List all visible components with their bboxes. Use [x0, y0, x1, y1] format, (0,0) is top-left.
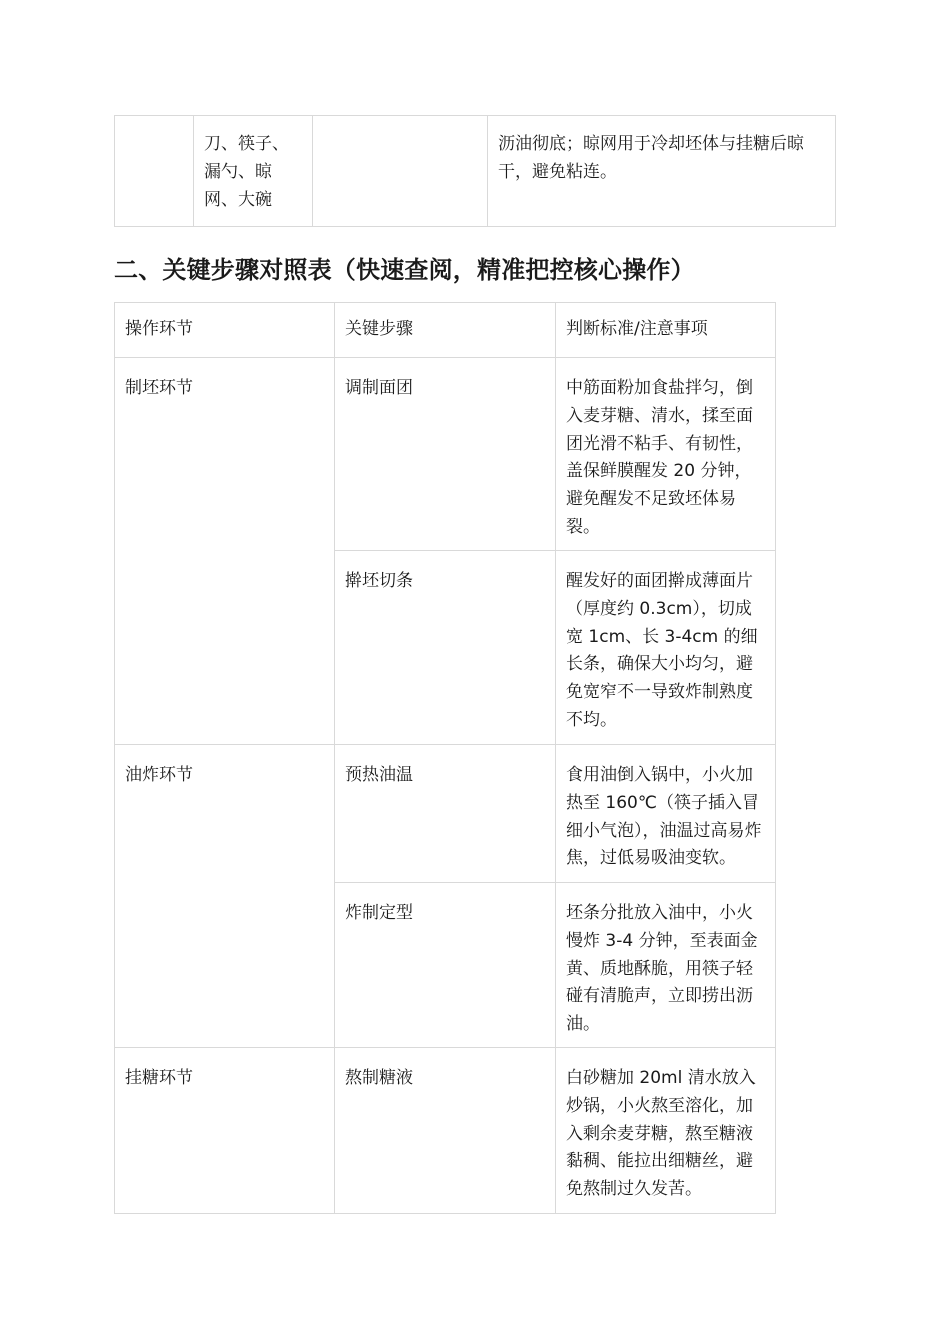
step-label: 熬制糖液 — [345, 1068, 413, 1088]
table-row — [115, 116, 836, 227]
header-cell-detail — [556, 303, 776, 358]
stage-label: 油炸环节 — [125, 765, 193, 785]
note-text: 沥油彻底；晾网用于冷却坯体与挂糖后晾干，避免粘连。 — [498, 134, 804, 182]
stage-cell — [115, 1048, 335, 1214]
stage-cell — [115, 358, 335, 745]
header-cell-stage — [115, 303, 335, 358]
step-label: 预热油温 — [345, 765, 413, 785]
stage-label: 制坯环节 — [125, 378, 193, 398]
table-cell-empty — [313, 116, 488, 227]
table-row — [115, 1048, 776, 1214]
step-label: 炸制定型 — [345, 903, 413, 923]
tools-table-continuation — [114, 115, 836, 227]
section-heading: 二、关键步骤对照表（快速查阅，精准把控核心操作） — [114, 256, 695, 284]
step-cell — [335, 551, 556, 745]
detail-text: 坯条分批放入油中，小火慢炸 3-4 分钟，至表面金黄、质地酥脆，用筷子轻碰有清脆声，立即捞出沥油。 — [566, 903, 758, 1035]
detail-cell — [556, 883, 776, 1048]
header-detail-label: 判断标准/注意事项 — [566, 319, 708, 339]
header-step-label: 关键步骤 — [345, 319, 413, 339]
detail-text: 醒发好的面团擀成薄面片（厚度约 0.3cm），切成宽 1cm、长 3-4cm 的细长条，确保大小均匀，避免宽窄不一导致炸制熟度不均。 — [566, 571, 758, 730]
detail-cell — [556, 1048, 776, 1214]
table-cell-empty — [115, 116, 194, 227]
header-stage-label: 操作环节 — [125, 319, 193, 339]
stage-label: 挂糖环节 — [125, 1068, 193, 1088]
step-label: 擀坯切条 — [345, 571, 413, 591]
table-row — [115, 358, 776, 551]
step-cell — [335, 358, 556, 551]
key-steps-table — [114, 302, 776, 1214]
table-cell-tools — [194, 116, 313, 227]
step-cell — [335, 1048, 556, 1214]
table-cell-note — [488, 116, 836, 227]
stage-cell — [115, 745, 335, 1048]
detail-text: 食用油倒入锅中，小火加热至 160℃（筷子插入冒细小气泡），油温过高易炸焦，过低易吸油变软。 — [566, 765, 762, 869]
detail-cell — [556, 358, 776, 551]
detail-cell — [556, 551, 776, 745]
table-header-row — [115, 303, 776, 358]
step-cell — [335, 883, 556, 1048]
detail-text: 白砂糖加 20ml 清水放入炒锅，小火熬至溶化，加入剩余麦芽糖，熬至糖液黏稠、能拉出细糖丝，避免熬制过久发苦。 — [566, 1068, 756, 1200]
detail-cell — [556, 745, 776, 883]
header-cell-step — [335, 303, 556, 358]
table-row — [115, 745, 776, 883]
step-cell — [335, 745, 556, 883]
detail-text: 中筋面粉加食盐拌匀，倒入麦芽糖、清水，揉至面团光滑不粘手、有韧性，盖保鲜膜醒发 20 分钟，避免醒发不足致坯体易裂。 — [566, 378, 753, 537]
step-label: 调制面团 — [345, 378, 413, 398]
tools-text: 刀、筷子、漏勺、晾网、大碗 — [204, 134, 289, 210]
